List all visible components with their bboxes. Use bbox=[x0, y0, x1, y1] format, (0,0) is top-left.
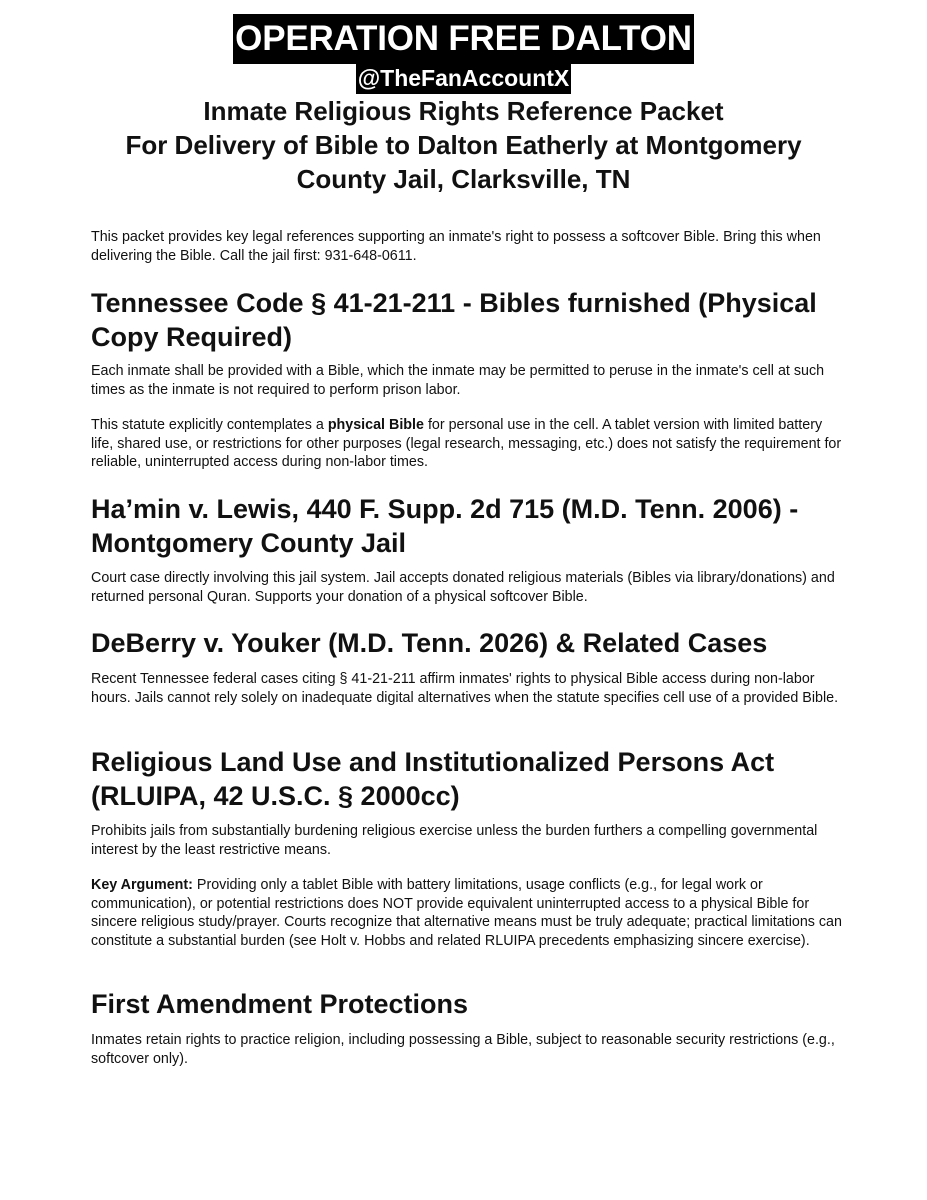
section-tn-code-p2-bold: physical Bible bbox=[327, 417, 424, 433]
section-tn-code-paragraph-2 bbox=[91, 416, 843, 472]
section-heading-rluipa: Religious Land Use and Institutionalized Persons Act (RLUIPA, 42 U.S.C. § 2000cc) bbox=[91, 747, 775, 811]
account-handle: @TheFanAccountX bbox=[356, 63, 572, 94]
section-deberry-paragraph: Recent Tennessee federal cases citing § 41-21-211 affirm inmates' rights to physical Bible access during non-labor hours. Jails cannot rely solely on inadequate digital alternatives when the statute specifies cell use of a provided Bible. bbox=[91, 671, 839, 706]
packet-title-line-3: County Jail, Clarksville, TN bbox=[296, 164, 631, 194]
banner bbox=[0, 14, 927, 64]
section-heading-first-amendment: First Amendment Protections bbox=[91, 989, 469, 1019]
banner-title: OPERATION FREE DALTON bbox=[233, 14, 694, 64]
section-heading-tn-code: Tennessee Code § 41-21-211 - Bibles furnished (Physical Copy Required) bbox=[91, 288, 817, 352]
section-rluipa-paragraph-2 bbox=[91, 876, 843, 950]
section-tn-code-paragraph-1: Each inmate shall be provided with a Bible, which the inmate may be permitted to peruse in the inmate's cell at such times as the inmate is not required to perform prison labor. bbox=[91, 363, 825, 398]
section-tn-code-p2-pre: This statute explicitly contemplates a bbox=[91, 417, 328, 433]
key-argument-label: Key Argument: bbox=[91, 877, 193, 893]
section-first-amendment-paragraph: Inmates retain rights to practice religion, including possessing a Bible, subject to reasonable security restrictions (e.g., softcover only). bbox=[91, 1032, 835, 1067]
section-tn-code-p2-post: for personal use in the cell. A tablet version with limited battery life, shared use, or restrictions for other purposes (legal research, messaging, etc.) does not satisfy the requirement for reliable, uninterrupted access during non-labor times. bbox=[91, 417, 842, 470]
section-rluipa-paragraph-1: Prohibits jails from substantially burdening religious exercise unless the burden furthers a compelling governmental interest by the least restrictive means. bbox=[91, 823, 818, 858]
intro-paragraph: This packet provides key legal references supporting an inmate's right to possess a softcover Bible. Bring this when delivering the Bible. Call the jail first: 931-648-0611. bbox=[91, 229, 821, 264]
section-heading-hamin: Ha’min v. Lewis, 440 F. Supp. 2d 715 (M.D. Tenn. 2006) - Montgomery County Jail bbox=[91, 494, 799, 558]
packet-title bbox=[60, 94, 867, 196]
key-argument-text: Providing only a tablet Bible with battery limitations, usage conflicts (e.g., for legal work or communication), or potential restrictions does NOT provide equivalent uninterrupted access to a physical Bible for sincere religious study/prayer. Courts recognize that alternative means must be truly adequate; practical limitations can constitute a substantial burden (see Holt v. Hobbs and related RLUIPA precedents emphasizing sincere exercise). bbox=[91, 877, 842, 949]
section-heading-deberry: DeBerry v. Youker (M.D. Tenn. 2026) & Related Cases bbox=[91, 628, 768, 658]
section-hamin-paragraph: Court case directly involving this jail system. Jail accepts donated religious materials (Bibles via library/donations) and returned personal Quran. Supports your donation of a physical softcover Bible. bbox=[91, 570, 835, 605]
packet-title-line-1: Inmate Religious Rights Reference Packet bbox=[203, 96, 724, 126]
packet-title-line-2: For Delivery of Bible to Dalton Eatherly at Montgomery bbox=[125, 130, 802, 160]
handle-banner bbox=[0, 63, 927, 94]
